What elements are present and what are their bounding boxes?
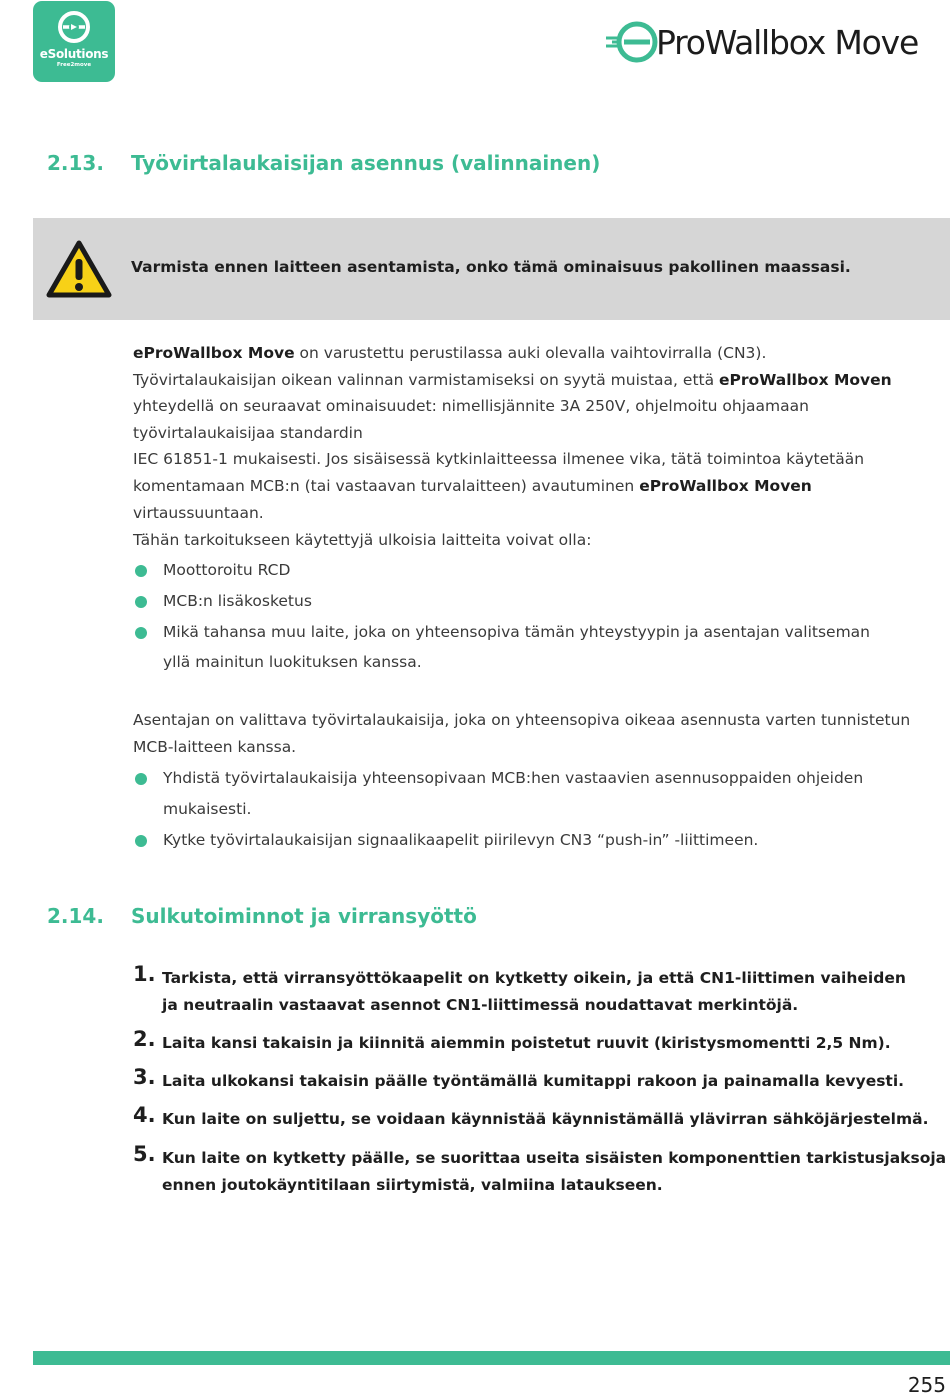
esolutions-logo [33, 1, 115, 82]
paragraph-line: työvirtalaukaisijaa standardin [133, 424, 363, 442]
warning-triangle-icon [46, 240, 112, 298]
eprowallbox-move-logo [604, 14, 950, 70]
step-number: 2. [133, 1027, 156, 1051]
step-text: ja neutraalin vastaavat asennot CN1-liittimessä noudattavat merkintöjä. [162, 996, 799, 1014]
list-item-text: Mikä tahansa muu laite, joka on yhteensopiva tämän yhteystyypin ja asentajan valitseman [163, 623, 870, 641]
e-plug-logo-icon [604, 14, 660, 70]
step-text: Kun laite on kytketty päälle, se suorittaa useita sisäisten komponenttien tarkistusjaksoja [162, 1149, 947, 1167]
step-text: ennen joutokäyntitilaan siirtymistä, valmiina lataukseen. [162, 1176, 663, 1194]
section-number: 2.14. [47, 904, 104, 928]
list-item-text: Kytke työvirtalaukaisijan signaalikaapelit piirilevyn CN3 “push-in” -liittimeen. [163, 831, 759, 849]
list-item-text: Yhdistä työvirtalaukaisija yhteensopivaan MCB:hen vastaavien asennusoppaiden ohjeiden [163, 769, 864, 787]
warning-text: Varmista ennen laitteen asentamista, onko tämä ominaisuus pakollinen maassasi. [131, 258, 851, 276]
section-title: Sulkutoiminnot ja virransyöttö [131, 904, 477, 928]
paragraph-line [133, 367, 892, 394]
section-number: 2.13. [47, 151, 104, 175]
paragraph-line: virtaussuuntaan. [133, 504, 264, 522]
step-number: 4. [133, 1103, 156, 1127]
list-item-text: yllä mainitun luokituksen kanssa. [163, 653, 422, 671]
logo-brand-text: eSolutions [39, 47, 109, 61]
paragraph-line: MCB-laitteen kanssa. [133, 738, 297, 756]
paragraph-line [133, 473, 812, 500]
section-title: Työvirtalaukaisijan asennus (valinnainen) [131, 151, 601, 175]
logo-sub-text: Free2move [56, 62, 92, 68]
bullet-dot-icon [135, 773, 147, 785]
logo-right-word: ProWallbox Move [656, 23, 919, 62]
step-text: Tarkista, että virransyöttökaapelit on kytketty oikein, ja että CN1-liittimen vaiheiden [162, 969, 906, 987]
footer-bar [33, 1351, 950, 1365]
paragraph-line [133, 340, 766, 367]
plug-logo-icon [33, 1, 115, 82]
list-item-text: mukaisesti. [163, 800, 252, 818]
bullet-dot-icon [135, 565, 147, 577]
text-run: Työvirtalaukaisijan oikean valinnan varmistamiseksi on syytä muistaa, että [133, 371, 720, 389]
step-number: 5. [133, 1142, 156, 1166]
step-number: 1. [133, 962, 156, 986]
list-item-text: MCB:n lisäkosketus [163, 592, 312, 610]
step-number: 3. [133, 1065, 156, 1089]
paragraph-line: IEC 61851-1 mukaisesti. Jos sisäisessä kytkinlaitteessa ilmenee vika, tätä toimintoa käytetään [133, 450, 865, 468]
bullet-dot-icon [135, 596, 147, 608]
text-run: komentamaan MCB:n (tai vastaavan turvalaitteen) avautuminen [133, 477, 640, 495]
step-text: Kun laite on suljettu, se voidaan käynnistää käynnistämällä ylävirran sähköjärjestelmä. [162, 1110, 929, 1128]
paragraph-line: yhteydellä on seuraavat ominaisuudet: nimellisjännite 3A 250V, ohjelmoitu ohjaamaan [133, 397, 809, 415]
product-name: eProWallbox Move [133, 344, 295, 362]
product-name: eProWallbox Moven [639, 477, 812, 495]
warning-box [33, 218, 950, 320]
paragraph-line: Tähän tarkoitukseen käytettyjä ulkoisia laitteita voivat olla: [133, 531, 592, 549]
step-text: Laita ulkokansi takaisin päälle työntämällä kumitappi rakoon ja painamalla kevyesti. [162, 1072, 905, 1090]
section-heading-2-14 [47, 904, 477, 928]
list-item-text: Moottoroitu RCD [163, 561, 291, 579]
section-heading-2-13 [47, 151, 600, 175]
paragraph-line: Asentajan on valittava työvirtalaukaisija, joka on yhteensopiva oikeaa asennusta varten tunnistetun [133, 711, 911, 729]
page-number: 255 [907, 1373, 946, 1397]
bullet-dot-icon [135, 627, 147, 639]
bullet-dot-icon [135, 835, 147, 847]
text-run: on varustettu perustilassa auki olevalla vaihtovirralla (CN3). [294, 344, 767, 362]
product-name: eProWallbox Moven [719, 371, 892, 389]
step-text: Laita kansi takaisin ja kiinnitä aiemmin poistetut ruuvit (kiristysmomentti 2,5 Nm). [162, 1034, 891, 1052]
